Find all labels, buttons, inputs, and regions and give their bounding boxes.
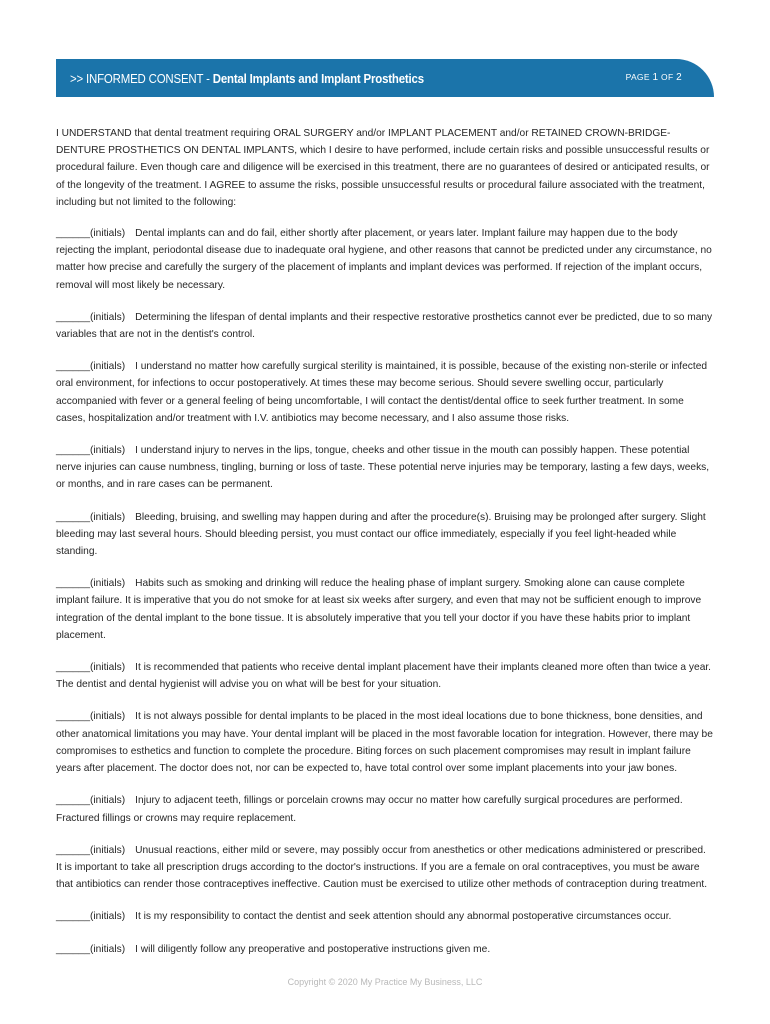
consent-item-text: Habits such as smoking and drinking will reduce the healing phase of implant surgery. Smoking alone can cause complete implant failure. It is imperative that you do not smoke for at least six weeks after surgery, and even that may not be sufficient enough to improve integration of the dental implant to the bone tissue. It is absolutely imperative that you tell your doctor if you have these habits prior to implant placement. <box>56 578 702 641</box>
consent-item <box>56 659 714 693</box>
initials-label: (initials) <box>90 578 126 590</box>
consent-item <box>56 908 714 925</box>
initials-label: (initials) <box>90 511 126 523</box>
initials-blank[interactable]: ______ <box>56 311 90 323</box>
consent-item-text: Bleeding, bruising, and swelling may happen during and after the procedure(s). Bruising may be prolonged after surgery. Slight bleeding may last several hours. Should bleeding persist, you must contact our office immediately, especially if you feel light-headed while standing. <box>56 511 706 558</box>
consent-item-text: I understand no matter how carefully surgical sterility is maintained, it is possible, because of the existing non-sterile or infected oral environment, for infections to occur postoperatively. At times these may become serious. Should severe swelling occur, particularly accompanied with fever or a general feeling of being uncomfortable, I will contact the dentist/dental office to seek further treatment. In some cases, hospitalization and/or treatment with I.V. antibiotics may become necessary, and I also assume those risks. <box>56 361 708 424</box>
initials-blank[interactable]: ______ <box>56 911 90 923</box>
consent-item-text: It is my responsibility to contact the dentist and seek attention should any abnormal postoperative circumstances occur. <box>135 911 672 923</box>
initials-blank[interactable]: ______ <box>56 361 90 373</box>
initials-label: (initials) <box>90 361 126 373</box>
initials-blank[interactable]: ______ <box>56 844 90 856</box>
consent-item-text: Unusual reactions, either mild or severe, may possibly occur from anesthetics or other medications administered or prescribed. It is important to take all prescription drugs according to the doctor's instructions. If you are a female on oral contraceptives, you must be aware that antibiotics can render those contraceptives ineffective. Caution must be exercised to utilize other methods of contraception during treatment. <box>56 844 708 891</box>
consent-item <box>56 442 714 494</box>
initials-blank[interactable]: ______ <box>56 578 90 590</box>
consent-item-text: I will diligently follow any preoperative and postoperative instructions given me. <box>135 943 491 955</box>
initials-blank[interactable]: ______ <box>56 795 90 807</box>
consent-items-list <box>56 225 714 958</box>
initials-label: (initials) <box>90 795 126 807</box>
page-indicator <box>626 72 682 83</box>
consent-item <box>56 708 714 777</box>
initials-label: (initials) <box>90 844 126 856</box>
consent-item-text: Injury to adjacent teeth, fillings or porcelain crowns may occur no matter how carefully surgical procedures are performed. Fractured fillings or crowns may require replacement. <box>56 795 683 824</box>
consent-item-text: Determining the lifespan of dental implants and their respective restorative prosthetics cannot ever be predicted, due to so many variables that are not in the dentist's control. <box>56 311 713 341</box>
consent-item <box>56 842 714 894</box>
title-prefix: >> INFORMED CONSENT - <box>70 70 213 86</box>
initials-blank[interactable]: ______ <box>56 228 90 240</box>
initials-blank[interactable]: ______ <box>56 511 90 523</box>
page-word: PAGE <box>625 72 650 82</box>
consent-item <box>56 358 714 427</box>
initials-label: (initials) <box>90 228 126 240</box>
document-header-bar <box>56 59 714 97</box>
consent-item-text: I understand injury to nerves in the lips, tongue, cheeks and other tissue in the mouth can possibly happen. These potential nerve injuries can cause numbness, tingling, burning or loss of taste. These potential nerve injuries may be temporary, lasting a few days, weeks, or months, and in rare cases can be permanent. <box>56 445 710 491</box>
initials-blank[interactable]: ______ <box>56 943 90 955</box>
consent-item <box>56 575 714 644</box>
consent-item-text: Dental implants can and do fail, either shortly after placement, or years later. Implant failure may happen due to the body rejecting the implant, periodontal disease due to inadequate oral hygiene, and other reasons that cannot be predicted under any circumstance, no matter how precise and carefully the surgery of the placement of implants and implant devices was performed. If rejection of the implant occurs, removal will most likely be necessary. <box>56 228 712 291</box>
consent-item <box>56 509 714 561</box>
consent-item <box>56 941 714 958</box>
intro-paragraph: I UNDERSTAND that dental treatment requiring ORAL SURGERY and/or IMPLANT PLACEMENT and/or RETAINED CROWN-BRIDGE-DENTURE PROSTHETICS ON DENTAL IMPLANTS, which I desire to have performed, include certain risks and possible unsuccessful results or procedural failure. Even though care and diligence will be exercised in this treatment, there are no guarantees of desired or anticipated results, or of the longevity of the treatment. I AGREE to assume the risks, possible unsuccessful results or procedural failure associated with the treatment, including but not limited to the following: <box>56 128 710 208</box>
consent-item <box>56 225 714 294</box>
consent-item <box>56 792 714 826</box>
document-title <box>70 71 424 86</box>
title-main: Dental Implants and Implant Prosthetics <box>212 70 424 86</box>
initials-blank[interactable]: ______ <box>56 662 90 674</box>
initials-label: (initials) <box>90 445 126 457</box>
consent-item-text: It is not always possible for dental implants to be placed in the most ideal locations due to bone thickness, bone densities, and other anatomical limitations you may have. Your dental implant will be placed in the most favorable location for integration. However, there may be compromises to esthetics and function to complete the procedure. Biting forces on such placement compromises may result in implant failure years after placement. The doctor does not, nor can be expected to, have total control over some implant placements into your jaw bones. <box>56 711 713 775</box>
initials-label: (initials) <box>90 662 126 674</box>
initials-label: (initials) <box>90 311 126 323</box>
copyright-footer: Copyright © 2020 My Practice My Business, LLC <box>287 977 483 987</box>
initials-label: (initials) <box>90 911 126 923</box>
of-word: OF <box>661 72 674 82</box>
page-total: 2 <box>676 72 682 83</box>
consent-item <box>56 309 714 343</box>
initials-blank[interactable]: ______ <box>56 711 90 723</box>
initials-blank[interactable]: ______ <box>56 445 90 457</box>
initials-label: (initials) <box>90 711 126 723</box>
page-number: 1 <box>652 72 659 83</box>
consent-item-text: It is recommended that patients who receive dental implant placement have their implants cleaned more often than twice a year. The dentist and dental hygienist will advise you on what will be best for your situation. <box>56 662 712 691</box>
initials-label: (initials) <box>90 943 126 955</box>
consent-body <box>56 125 714 973</box>
